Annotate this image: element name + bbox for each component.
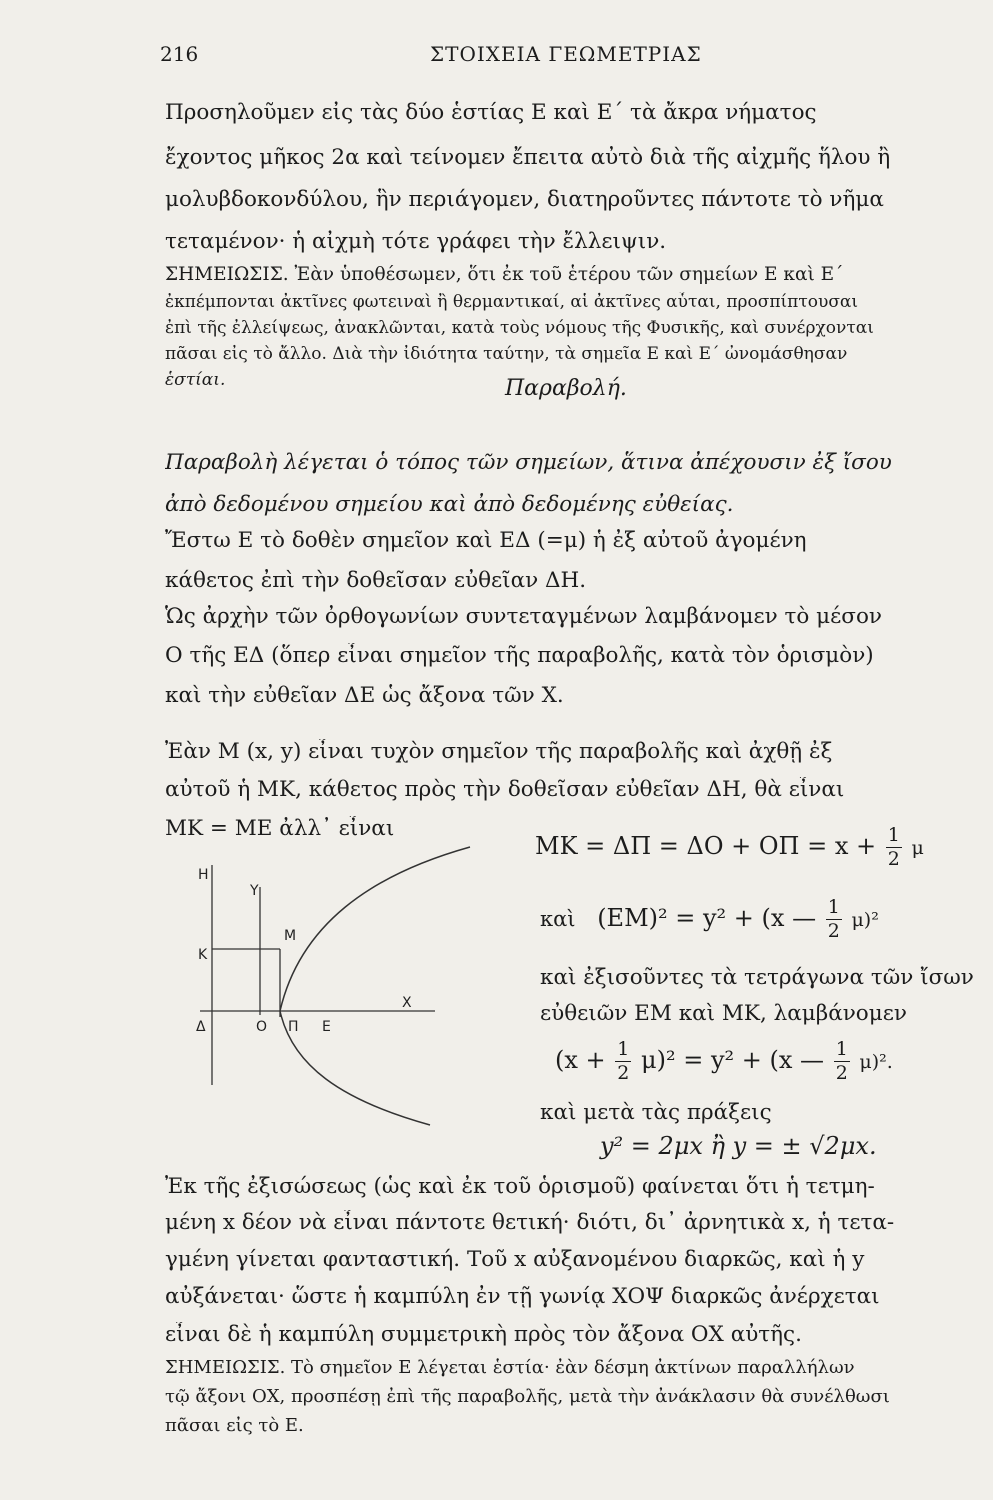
text-line: καὶ ἐξισοῦντες τὰ τετράγωνα τῶν ἴσων [540,965,974,990]
body-line: καὶ τὴν εὐθεῖαν ΔΕ ὡς ἄξονα τῶν Χ. [165,683,564,708]
equation-result: y² = 2μx ἢ y = ± √2μx. [600,1132,877,1160]
text-line: καὶ μετὰ τὰς πράξεις [540,1100,772,1125]
body-line: Ἐὰν Μ (x, y) εἶναι τυχὸν σημεῖον τῆς παραβολῆς καὶ ἀχθῇ ἐξ [165,739,833,764]
page-header [160,42,980,76]
label-e: Ε [322,1019,331,1035]
running-title: ΣΤΟΙΧΕΙΑ ΓΕΩΜΕΤΡΙΑΣ [430,42,702,66]
note-line: ἑστίαι. [165,370,226,390]
label-d: Δ [196,1019,206,1035]
note-line: τῷ ἄξονι ΟΧ, προσπέσῃ ἐπὶ τῆς παραβολῆς, μετὰ τὴν ἀνάκλασιν θὰ συνέλθωσι [165,1386,890,1407]
closing-line: γμένη γίνεται φανταστική. Τοῦ x αὐξανομένου διαρκῶς, καὶ ἡ y [165,1247,865,1272]
body-line: αὐτοῦ ἡ ΜΚ, κάθετος πρὸς τὴν δοθεῖσαν εὐθεῖαν ΔΗ, θὰ εἶναι [165,777,845,802]
label-h: Η [198,867,209,883]
page-number: 216 [160,42,199,66]
body-line: Ἔστω Ε τὸ δοθὲν σημεῖον καὶ ΕΔ (=μ) ἡ ἐξ αὐτοῦ ἀγομένη [165,528,807,553]
label-k: Κ [198,947,208,963]
closing-line: εἶναι δὲ ἡ καμπύλη συμμετρικὴ πρὸς τὸν ἄξονα ΟΧ αὐτῆς. [165,1322,802,1347]
closing-line: Ἐκ τῆς ἐξισώσεως (ὡς καὶ ἐκ τοῦ ὁρισμοῦ) φαίνεται ὅτι ἡ τετμη- [165,1174,875,1199]
definition-line: Παραβολὴ λέγεται ὁ τόπος τῶν σημείων, ἅτινα ἀπέχουσιν ἐξ ἴσου [165,450,892,475]
intro-line: μολυβδοκονδύλου, ἣν περιάγομεν, διατηροῦντες πάντοτε τὸ νῆμα [165,187,884,212]
note-line: ἐπὶ τῆς ἐλλείψεως, ἀνακλῶνται, κατὰ τοὺς νόμους τῆς Φυσικῆς, καὶ συνέρχονται [165,318,874,338]
body-line: Ο τῆς ΕΔ (ὅπερ εἶναι σημεῖον τῆς παραβολῆς, κατὰ τὸν ὁρισμὸν) [165,643,874,668]
closing-line: αὐξάνεται· ὥστε ἡ καμπύλη ἐν τῇ γωνίᾳ ΧΟΨ διαρκῶς ἀνέρχεται [165,1284,880,1309]
note-line: πᾶσαι εἰς τὸ ἄλλο. Διὰ τὴν ἰδιότητα ταύτην, τὰ σημεῖα Ε καὶ Ε΄ ὠνομάσθησαν [165,344,848,364]
parabola-figure [180,835,540,1135]
note-line: ΣΗΜΕΙΩΣΙΣ. Τὸ σημεῖον Ε λέγεται ἑστία· ἐὰν δέσμη ἀκτίνων παραλλήλων [165,1357,855,1378]
equation-em: καὶ (ΕΜ)² = y² + (x — $\frac{1}{2}$ μ)² [540,896,879,942]
equation-mk: ΜΚ = ΔΠ = ΔΟ + ΟΠ = x + $\frac{1}{2}$ μ [535,824,924,870]
body-line: κάθετος ἐπὶ τὴν δοθεῖσαν εὐθεῖαν ΔΗ. [165,568,587,593]
definition-line: ἀπὸ δεδομένου σημείου καὶ ἀπὸ δεδομένης εὐθείας. [165,492,734,517]
note-line: ἐκπέμπονται ἀκτῖνες φωτειναὶ ἢ θερμαντικαί, αἱ ἀκτῖνες αὗται, προσπίπτουσαι [165,292,859,312]
note-line: πᾶσαι εἰς τὸ Ε. [165,1415,304,1436]
intro-line: ἔχοντος μῆκος 2α καὶ τείνομεν ἔπειτα αὐτὸ διὰ τῆς αἰχμῆς ἥλου ἢ [165,145,891,170]
intro-line: Προσηλοῦμεν εἰς τὰς δύο ἑστίας Ε καὶ Ε΄ τὰ ἄκρα νήματος [165,100,817,125]
section-title: Παραβολή. [505,376,627,401]
parabola-curve [280,847,470,1125]
closing-line: μένη x δέον νὰ εἶναι πάντοτε θετική· διότι, δι᾽ ἀρνητικὰ x, ἡ τετα- [165,1210,895,1235]
label-o: Ο [256,1019,268,1035]
body-line: Ὡς ἀρχὴν τῶν ὀρθογωνίων συντεταγμένων λαμβάνομεν τὸ μέσον [165,604,882,629]
body-line: ΜΚ = ΜΕ ἀλλ᾽ εἶναι [165,816,395,841]
intro-line: τεταμένον· ἡ αἰχμὴ τότε γράφει τὴν ἔλλειψιν. [165,229,667,254]
label-x: Χ [402,995,412,1011]
label-m: Μ [284,928,297,944]
text-line: εὐθειῶν ΕΜ καὶ ΜΚ, λαμβάνομεν [540,1001,907,1026]
label-p: Π [288,1019,299,1035]
equation-squares: (x + $\frac{1}{2}$ μ)² = y² + (x — $\frac{1}{2}$ μ)². [555,1038,893,1084]
note-line: ΣΗΜΕΙΩΣΙΣ. Ἐὰν ὑποθέσωμεν, ὅτι ἐκ τοῦ ἑτέρου τῶν σημείων Ε καὶ Ε΄ [165,264,844,285]
label-y: Υ [250,883,259,899]
